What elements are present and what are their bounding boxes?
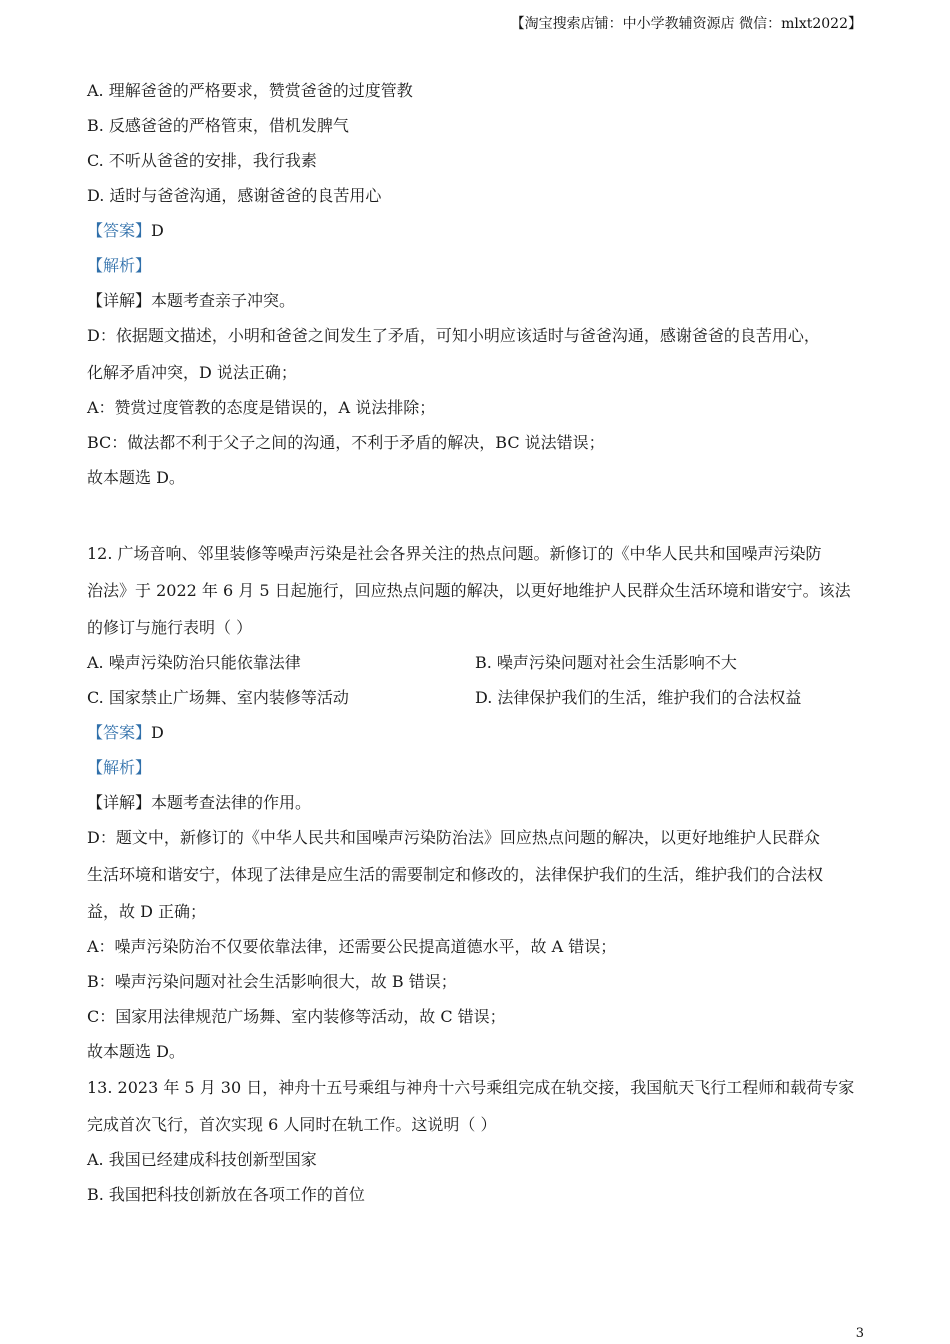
q12-detail: 【详解】本题考查法律的作用。 <box>87 793 312 812</box>
q11-expl-a: A：赞赏过度管教的态度是错误的，A 说法排除； <box>87 398 436 417</box>
answer-tag: 【答案】 <box>87 221 152 240</box>
q13-stem-1: 13. 2023 年 5 月 30 日，神舟十五号乘组与神舟十六号乘组完成在轨交接，我国航天飞行工程师和载荷专家 <box>87 1078 855 1097</box>
q11-option-b: B. 反感爸爸的严格管束，借机发脾气 <box>87 116 349 135</box>
answer-value: D <box>151 221 164 240</box>
q11-conclusion: 故本题选 D。 <box>87 468 185 487</box>
answer-value: D <box>151 723 164 742</box>
q11-expl-d-2: 化解矛盾冲突，D 说法正确； <box>87 363 297 382</box>
q12-expl-d-1: D：题文中，新修订的《中华人民共和国噪声污染防治法》回应热点问题的解决，以更好地维护人民群众 <box>87 828 820 847</box>
answer-tag: 【答案】 <box>87 723 152 742</box>
q12-expl-d-3: 益，故 D 正确； <box>87 902 207 921</box>
q12-stem-2: 治法》于 2022 年 6 月 5 日起施行，回应热点问题的解决，以更好地维护人民群众生活环境和谐安宁。该法 <box>87 581 851 600</box>
q13-option-a: A. 我国已经建成科技创新型国家 <box>87 1150 317 1169</box>
q12-stem-3: 的修订与施行表明（ ） <box>87 618 253 637</box>
q12-expl-d-2: 生活环境和谐安宁，体现了法律是应生活的需要制定和修改的，法律保护我们的生活，维护我们的合法权 <box>87 865 824 884</box>
q11-expl-d-1: D：依据题文描述，小明和爸爸之间发生了矛盾，可知小明应该适时与爸爸沟通，感谢爸爸的良苦用心， <box>87 326 820 345</box>
q11-option-c: C. 不听从爸爸的安排，我行我素 <box>87 151 317 170</box>
q12-option-b: B. 噪声污染问题对社会生活影响不大 <box>475 653 737 672</box>
q12-expl-c: C：国家用法律规范广场舞、室内装修等活动，故 C 错误； <box>87 1007 506 1026</box>
q11-expl-bc: BC：做法都不利于父子之间的沟通，不利于矛盾的解决，BC 说法错误； <box>87 433 605 452</box>
q12-analysis-tag: 【解析】 <box>87 758 152 777</box>
q12-expl-b: B：噪声污染问题对社会生活影响很大，故 B 错误； <box>87 972 457 991</box>
q12-stem-1: 12. 广场音响、邻里装修等噪声污染是社会各界关注的热点问题。新修订的《中华人民共和国噪声污染防 <box>87 544 822 563</box>
page-header: 【淘宝搜索店铺：中小学教辅资源店 微信：mlxt2022】 <box>510 16 862 32</box>
q12-answer <box>87 722 164 744</box>
q12-conclusion: 故本题选 D。 <box>87 1042 185 1061</box>
q12-option-c: C. 国家禁止广场舞、室内装修等活动 <box>87 688 349 707</box>
page-number: 3 <box>855 1326 864 1341</box>
q11-analysis-tag: 【解析】 <box>87 256 152 275</box>
q12-option-d: D. 法律保护我们的生活，维护我们的合法权益 <box>475 688 802 707</box>
q11-option-d: D. 适时与爸爸沟通，感谢爸爸的良苦用心 <box>87 186 382 205</box>
q11-option-a: A. 理解爸爸的严格要求，赞赏爸爸的过度管教 <box>87 81 413 100</box>
q12-option-a: A. 噪声污染防治只能依靠法律 <box>87 653 301 672</box>
q11-detail: 【详解】本题考查亲子冲突。 <box>87 291 296 310</box>
q12-expl-a: A：噪声污染防治不仅要依靠法律，还需要公民提高道德水平，故 A 错误； <box>87 937 617 956</box>
q13-stem-2: 完成首次飞行，首次实现 6 人同时在轨工作。这说明（ ） <box>87 1115 497 1134</box>
q11-answer <box>87 220 164 242</box>
q13-option-b: B. 我国把科技创新放在各项工作的首位 <box>87 1185 365 1204</box>
